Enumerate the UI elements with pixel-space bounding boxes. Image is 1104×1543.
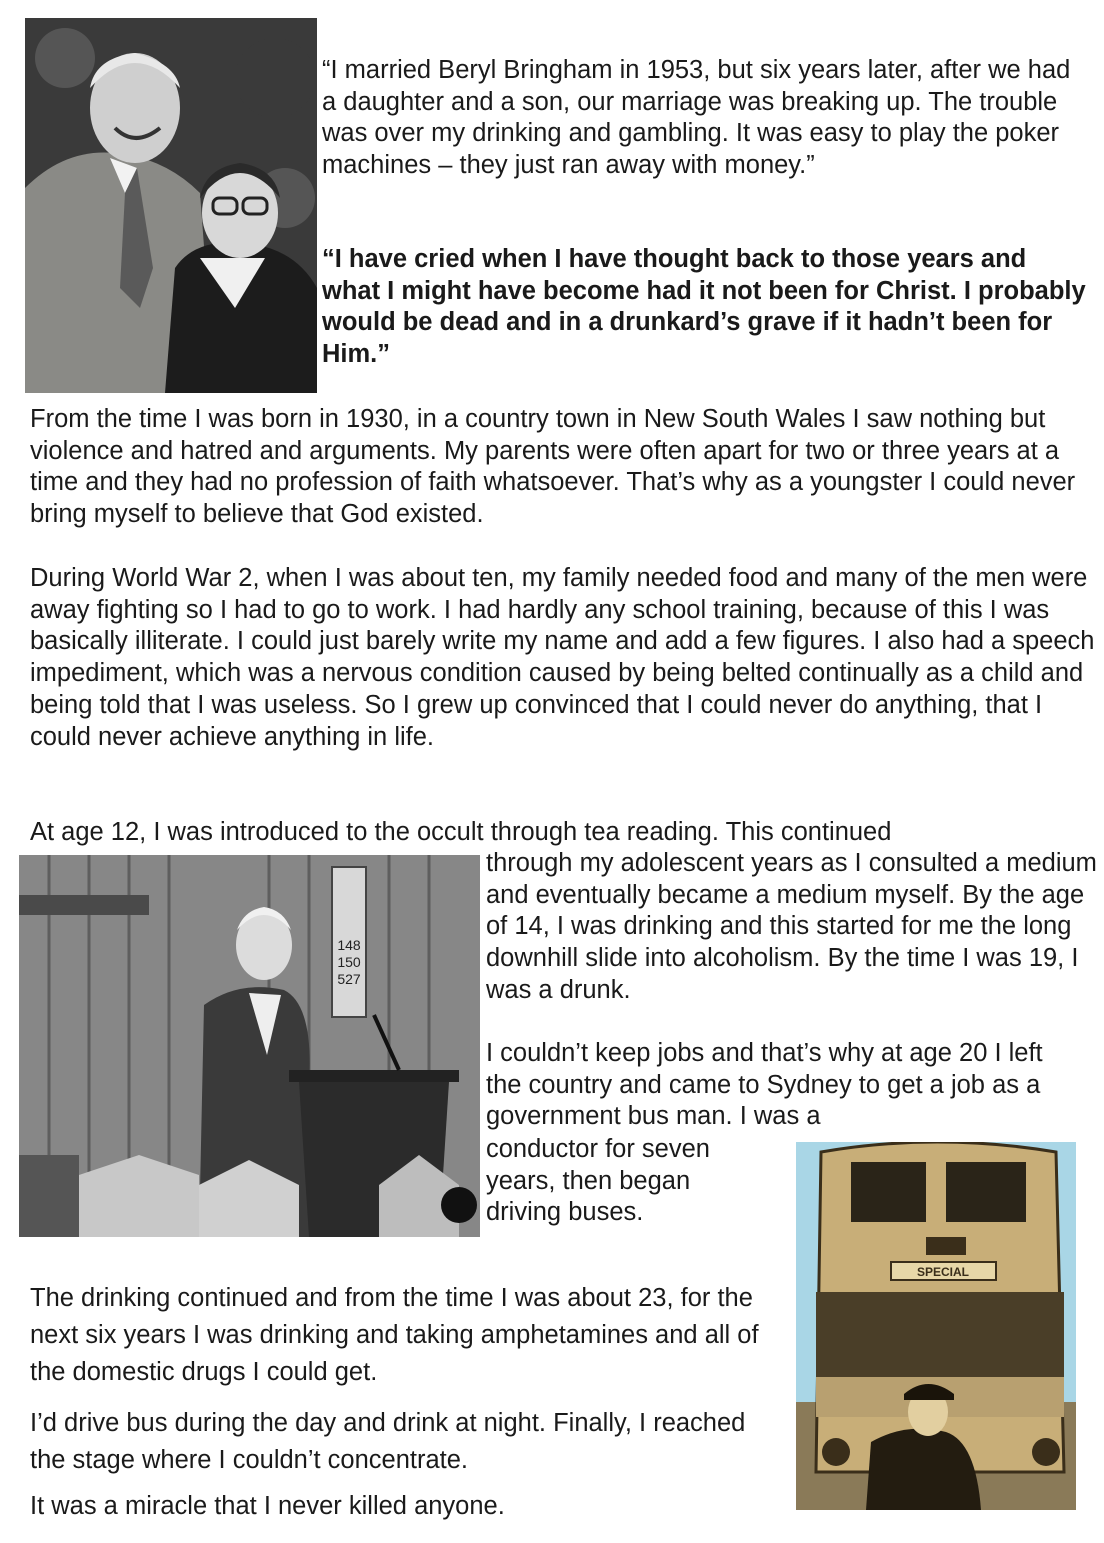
paragraph-childhood: From the time I was born in 1930, in a country town in New South Wales I saw nothing but violence and hatred and arguments. My parents were often apart for two or three years at a time and they had no profession of faith whatsoever. That’s why as a youngster I could never bring myself to believe that God existed.	[30, 405, 1076, 529]
paragraph-sydney-a: I couldn’t keep jobs and that’s why at age 20 I left the country and came to Sydney to get a job as a government bus man. I was a	[486, 1039, 1043, 1131]
quote-cried: “I have cried when I have thought back to those years and what I might have become had it not been for Christ. I probably would be dead and in a drunkard’s grave if it hadn’t been for Him.”	[322, 245, 1086, 369]
hymn-number-2: 150	[337, 954, 361, 970]
preacher-photo	[19, 855, 480, 1237]
couple-portrait-photo-icon	[25, 18, 317, 393]
paragraph-drinking: The drinking continued and from the time I was about 23, for the next six years I was drinking and taking amphetamines and all of the domestic drugs I could get.	[30, 1284, 759, 1386]
bus-photo	[796, 1142, 1076, 1510]
paragraph-miracle: It was a miracle that I never killed anyone.	[30, 1492, 505, 1520]
paragraph-war-years: During World War 2, when I was about ten, my family needed food and many of the men were away fighting so I had to go to work. I had hardly any school training, because of this I was basically illiterate. I could just barely write my name and add a few figures. I also had a speech impediment, which was a nervous condition caused by being belted continually as a child and being told that I was useless. So I grew up convinced that I could never do anything, that I could never achieve anything in life.	[30, 564, 1095, 751]
hymn-number-1: 148	[337, 937, 361, 953]
paragraph-drive-bus: I’d drive bus during the day and drink at night. Finally, I reached the stage where I couldn’t concentrate.	[30, 1409, 746, 1474]
paragraph-sydney-b: conductor for seven years, then began driving buses.	[486, 1135, 710, 1227]
couple-photo	[25, 18, 317, 393]
paragraph-occult-first-line: At age 12, I was introduced to the occult through tea reading. This continued	[30, 818, 892, 846]
paragraph-occult-rest: through my adolescent years as I consulted a medium and eventually became a medium myself. By the age of 14, I was drinking and this started for me the long downhill slide into alcoholism. By the time I was 19, I was a drunk.	[486, 849, 1097, 1004]
quote-marriage: “I married Beryl Bringham in 1953, but six years later, after we had a daughter and a son, our marriage was breaking up. The trouble was over my drinking and gambling. It was easy to play the poker machines – they just ran away with money.”	[322, 56, 1071, 180]
preacher-at-pulpit-photo-icon	[19, 855, 480, 1237]
hymn-number-3: 527	[337, 971, 361, 987]
double-decker-bus-photo-icon	[796, 1142, 1076, 1510]
bus-destination-sign: SPECIAL	[916, 1265, 970, 1279]
